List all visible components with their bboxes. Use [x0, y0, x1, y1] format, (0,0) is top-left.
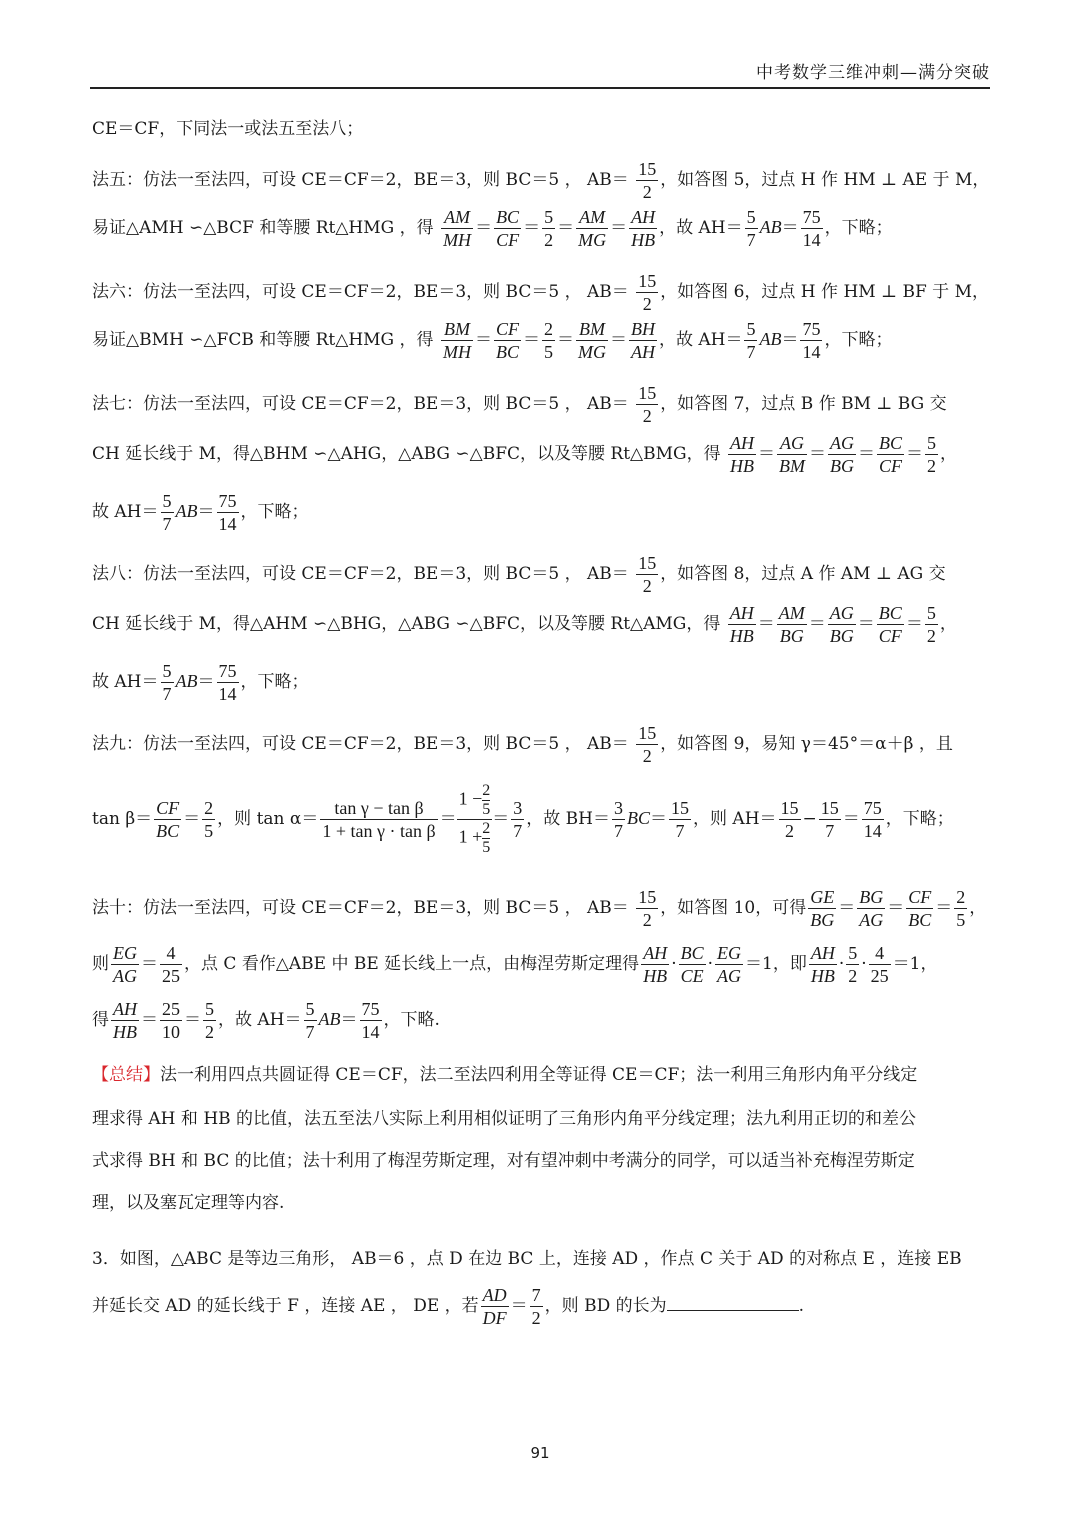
method-5-line-1: 法五：仿法一至法四，可设 CE＝CF＝2，BE＝3，则 BC＝5 ， AB＝ $\frac{15}{2}$ ，如答图 5，过点 H 作 HM ⊥ AE 于 M，	[92, 159, 990, 202]
method-9-line-2: tan β＝ $\frac{CF}{BC}$ ＝ $\frac{2}{5}$ ，则 tan α＝ $\frac{\text{tan γ − tan β}}{\text{1 + tan γ · tan β}}$ ＝ 1 − $\frac{2}{5}$ 1 + $\frac{2}{5}$ ＝ $\frac{3}{7}$ ，故 BH＝ $\frac{3}{7}$ BC＝ $\frac{15}{7}$ ，则 AH＝ $\frac{15}{2}$ − $\frac{15}{7}$ ＝ $\frac{75}{14}$ ，下略；	[92, 782, 954, 856]
method-9-line-1: 法九：仿法一至法四，可设 CE＝CF＝2，BE＝3，则 BC＝5 ， AB＝ $\frac{15}{2}$ ，如答图 9，易知 γ＝45°＝α＋β ，且	[92, 723, 953, 766]
text-line: CE＝CF，下同法一或法五至法八；	[92, 119, 364, 139]
summary-line-2: 理求得 AH 和 HB 的比值，法五至法八实际上利用相似证明了三角形内角平分线定理；法九利用正切的和差公	[92, 1109, 917, 1129]
method-8-line-3: 故 AH＝ $\frac{5}{7}$ AB＝ $\frac{75}{14}$ ，下略；	[92, 661, 309, 704]
answer-blank[interactable]	[667, 1296, 799, 1311]
method-8-line-2: CH 延长线于 M，得△AHM ∽△BHG，△ABG ∽△BFC，以及等腰 Rt△AMG，得 $\frac{AH}{HB}$ ＝ $\frac{AM}{BG}$ ＝ $\frac{AG}{BG}$ ＝ $\frac{BC}{CF}$ ＝ $\frac{5}{2}$ ，	[92, 603, 957, 646]
method-6-line-1: 法六：仿法一至法四，可设 CE＝CF＝2，BE＝3，则 BC＝5 ， AB＝ $\frac{15}{2}$ ，如答图 6，过点 H 作 HM ⊥ BF 于 M，	[92, 271, 989, 314]
summary-label: 【总结】	[92, 1065, 160, 1085]
summary-line-4: 理，以及塞瓦定理等内容.	[92, 1193, 285, 1213]
method-5-line-2: 易证△AMH ∽△BCF 和等腰 Rt△HMG ，得 $\frac{AM}{MH}$ ＝ $\frac{BC}{CF}$ ＝ $\frac{5}{2}$ ＝ $\frac{AM}{MG}$ ＝ $\frac{AH}{HB}$ ，故 AH＝ $\frac{5}{7}$ AB＝ $\frac{75}{14}$ ，下略；	[92, 207, 893, 250]
method-7-line-1: 法七：仿法一至法四，可设 CE＝CF＝2，BE＝3，则 BC＝5 ， AB＝ $\frac{15}{2}$ ，如答图 7，过点 B 作 BM ⊥ BG 交	[92, 383, 947, 426]
method-6-line-2: 易证△BMH ∽△FCB 和等腰 Rt△HMG ，得 $\frac{BM}{MH}$ ＝ $\frac{CF}{BC}$ ＝ $\frac{2}{5}$ ＝ $\frac{BM}{MG}$ ＝ $\frac{BH}{AH}$ ，故 AH＝ $\frac{5}{7}$ AB＝ $\frac{75}{14}$ ，下略；	[92, 319, 893, 362]
method-10-line-2: 则 $\frac{EG}{AG}$ ＝ $\frac{4}{25}$ ，点 C 看作△ABE 中 BE 延长线上一点，由梅涅劳斯定理得 $\frac{AH}{HB}$ · $\frac{BC}{CE}$ · $\frac{EG}{AG}$ ＝1，即 $\frac{AH}{HB}$ · $\frac{5}{2}$ · $\frac{4}{25}$ ＝1，	[92, 943, 938, 986]
page-number: 91	[530, 1444, 550, 1462]
compound-fraction: 1 − $\frac{2}{5}$ 1 + $\frac{2}{5}$	[458, 782, 491, 856]
question-3-line-2: 并延长交 AD 的延长线于 F ，连接 AE ， DE ，若 $\frac{AD}{DF}$ ＝ $\frac{7}{2}$ ，则 BD 的长为 .	[92, 1285, 805, 1328]
header-title: 中考数学三维冲刺—满分突破	[756, 63, 990, 83]
header-divider	[90, 87, 990, 89]
method-7-line-2: CH 延长线于 M，得△BHM ∽△AHG，△ABG ∽△BFC，以及等腰 Rt△BMG，得 $\frac{AH}{HB}$ ＝ $\frac{AG}{BM}$ ＝ $\frac{AG}{BG}$ ＝ $\frac{BC}{CF}$ ＝ $\frac{5}{2}$ ，	[92, 433, 958, 476]
summary-line-3: 式求得 BH 和 BC 的比值；法十利用了梅涅劳斯定理，对有望冲刺中考满分的同学，可以适当补充梅涅劳斯定	[92, 1151, 915, 1171]
question-3-line-1: 3．如图，△ABC 是等边三角形， AB＝6 ，点 D 在边 BC 上，连接 AD ，作点 C 关于 AD 的对称点 E ，连接 EB	[92, 1249, 962, 1269]
method-10-line-3: 得 $\frac{AH}{HB}$ ＝ $\frac{25}{10}$ ＝ $\frac{5}{2}$ ，故 AH＝ $\frac{5}{7}$ AB＝ $\frac{75}{14}$ ，下略.	[92, 999, 440, 1042]
fraction: $\frac{15}{2}$	[638, 159, 657, 202]
method-7-line-3: 故 AH＝ $\frac{5}{7}$ AB＝ $\frac{75}{14}$ ，下略；	[92, 491, 309, 534]
method-8-line-1: 法八：仿法一至法四，可设 CE＝CF＝2，BE＝3，则 BC＝5 ， AB＝ $\frac{15}{2}$ ，如答图 8，过点 A 作 AM ⊥ AG 交	[92, 553, 946, 596]
method-10-line-1: 法十：仿法一至法四，可设 CE＝CF＝2，BE＝3，则 BC＝5 ， AB＝ $\frac{15}{2}$ ，如答图 10，可得 $\frac{GE}{BG}$ ＝ $\frac{BG}{AG}$ ＝ $\frac{CF}{BC}$ ＝ $\frac{2}{5}$ ，	[92, 887, 987, 930]
summary-line-1: 【总结】法一利用四点共圆证得 CE＝CF，法二至法四利用全等证得 CE＝CF；法一利用三角形内角平分线定	[92, 1065, 918, 1085]
